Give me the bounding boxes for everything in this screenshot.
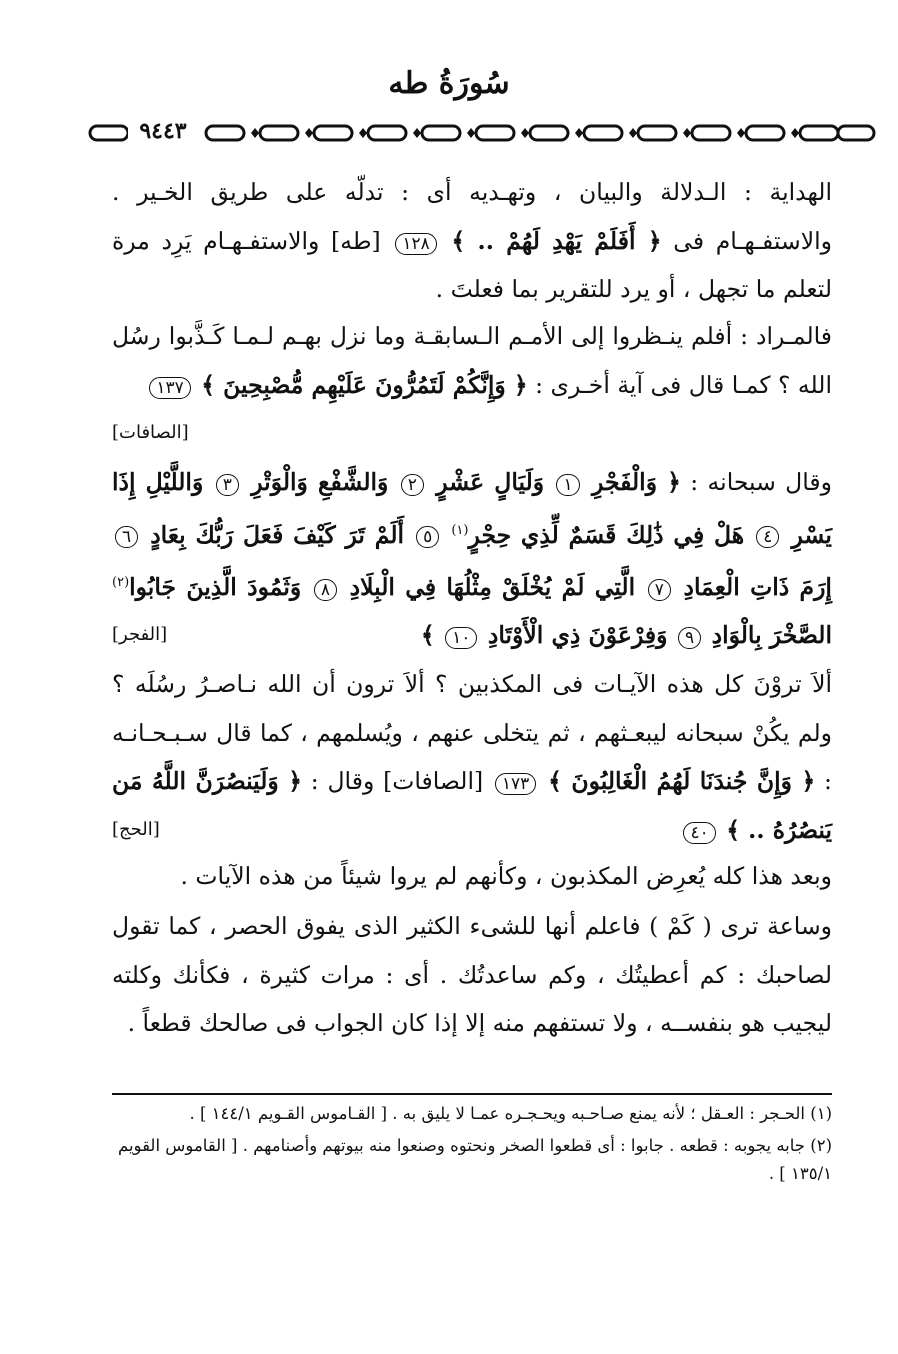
verse-number: ٤ [756,526,779,548]
verse-number: ٦ [115,526,138,548]
surah-reference: [الصافات] [383,767,484,795]
paragraph-4 [112,660,832,854]
verse-number: ١٧٣ [495,773,536,795]
footnote-1: (١) الحـجر : العـقل ؛ لأنه يمنع صـاحـبه ويحـجـره عمـا لا يليق به . [ القـاموس القـويم ١٤٤/١ ] . [189,1104,832,1123]
ornamental-border [88,122,878,144]
paragraph-1 [112,168,832,314]
verse-number: ٨ [314,579,337,601]
verse-number: ١٠ [445,627,477,649]
quran-verse: وَلَيَالٍ عَشْرٍ [436,468,545,496]
quran-verse: وَالشَّفْعِ وَالْوَتْرِ [251,468,389,496]
footnote-marker: (١) [451,522,469,538]
quran-verse: الصَّخْرَ بِالْوَادِ [711,621,832,650]
verse-number: ٩ [678,627,701,649]
verse-number: ١ [556,474,579,496]
paragraph-text: وساعة ترى ( كَمْ ) فاعلم أنها للشىء الكثير الذى يفوق الحصر ، كما تقول لصاحبك : كم أعطيتُك ، وكم ساعدتُك . أى : مرات كثيرة ، فكأنك وكلته ليجيب هو بنفســه ، ولا تستفهم منه إلا إذا كان الجواب فى صالحك قطعاً . [112,912,832,1037]
quran-verse: وَثَمُودَ الَّذِينَ جَابُوا [129,572,302,601]
verse-number: ١٣٧ [149,377,190,399]
quran-verse: إِرَمَ ذَاتِ الْعِمَادِ [683,572,832,601]
verse-number: ٢ [401,474,424,496]
paragraph-text: وبعد هذا كله يُعرِض المكذبون ، وكأنهم لم يروا شيئاً من هذه الآيات . [180,862,832,890]
quran-verse: وَفِرْعَوْنَ ذِي الْأَوْتَادِ [487,621,668,650]
paragraph-text: ألاَ تروْنَ كل هذه الآيـات فى المكذبين ؟ ألاَ ترون أن الله نـاصـرُ رسُلَه ؟ ولم يكُنْ سبحانه ليبعـثهم ، ثم يتخلى عنهم ، ويُسلمهم ، كما قال سـبـحـانـه : [112,670,832,795]
quran-verse: ﴿ وَلَيَنصُرَنَّ اللَّهُ مَن يَنصُرُهُ .. ﴾ [112,767,832,844]
surah-reference: [الصافات] [112,422,189,443]
surah-reference: [الفجر] [112,624,168,646]
quran-verse: وَاللَّيْلِ إِذَا يَسْرِ [112,468,832,549]
paragraph-text: الهداية : الـدلالة والبيان ، وتهـديه أى : تدلّه على طريق الخـير . والاستفـهـام فى [112,178,832,255]
page-number: ٩٤٤٣ [128,118,198,144]
paragraph-text: وقال سبحانه : [690,468,832,496]
surah-title: سُورَةُ طه [388,66,510,101]
quran-verse-end: ﴾ [420,621,435,650]
footnote-divider [112,1093,832,1095]
verse-number: ٤٠ [683,822,715,844]
paragraph-6 [112,902,832,1048]
quran-verse: ﴿ وَإِنَّ جُندَنَا لَهُمُ الْغَالِبُونَ ﴾ [548,767,816,795]
quran-verse: الَّتِي لَمْ يُخْلَقْ مِثْلُهَا فِي الْبِلَادِ [349,572,636,601]
surah-reference: [طه] [331,226,381,255]
verse-number: ٣ [216,474,239,496]
surah-reference: [الحج] [112,818,160,840]
verse-number: ٥ [416,526,439,548]
quran-verse: هَلْ فِي ذَٰلِكَ قَسَمٌ لِّذِي حِجْرٍ [468,520,745,549]
paragraph-2 [112,312,832,458]
quran-verse: أَلَمْ تَرَ كَيْفَ فَعَلَ رَبُّكَ بِعَادٍ [150,520,405,549]
footnotes [112,1100,832,1192]
paragraph-text: والاستفـهـام يَرِد مرة لتعلم ما تجهل ، أو يرد للتقرير بما فعلتَ . [112,226,832,303]
quran-verse: ﴿ وَإِنَّكُمْ لَتَمُرُّونَ عَلَيْهِم مُّصْبِحِينَ ﴾ [201,370,528,399]
verse-number: ١٢٨ [395,233,436,255]
footnote-marker: (٢) [112,574,130,590]
paragraph-text: فالمـراد : أفلم ينـظروا إلى الأمـم الـسابقـة وما نزل بهـم لـمـا كَـذَّبوا رسُل الله ؟ كمـا قال فى آية أخـرى : [112,322,832,399]
footnote-2: (٢) جابه يجوبه : قطعه . جابوا : أى قطعوا الصخر ونحتوه وصنعوا منه بيوتهم وأصنامهم . [ القاموس القويم ١٣٥/١ ] . [117,1136,832,1183]
quran-verse: ﴿ أَفَلَمْ يَهْدِ لَهُمْ .. ﴾ [451,226,662,255]
verse-number: ٧ [648,579,671,601]
quran-verse: ﴿ وَالْفَجْرِ [592,468,681,496]
paragraph-3 [112,458,832,660]
paragraph-5 [112,852,832,901]
paragraph-text: وقال : [310,767,375,795]
